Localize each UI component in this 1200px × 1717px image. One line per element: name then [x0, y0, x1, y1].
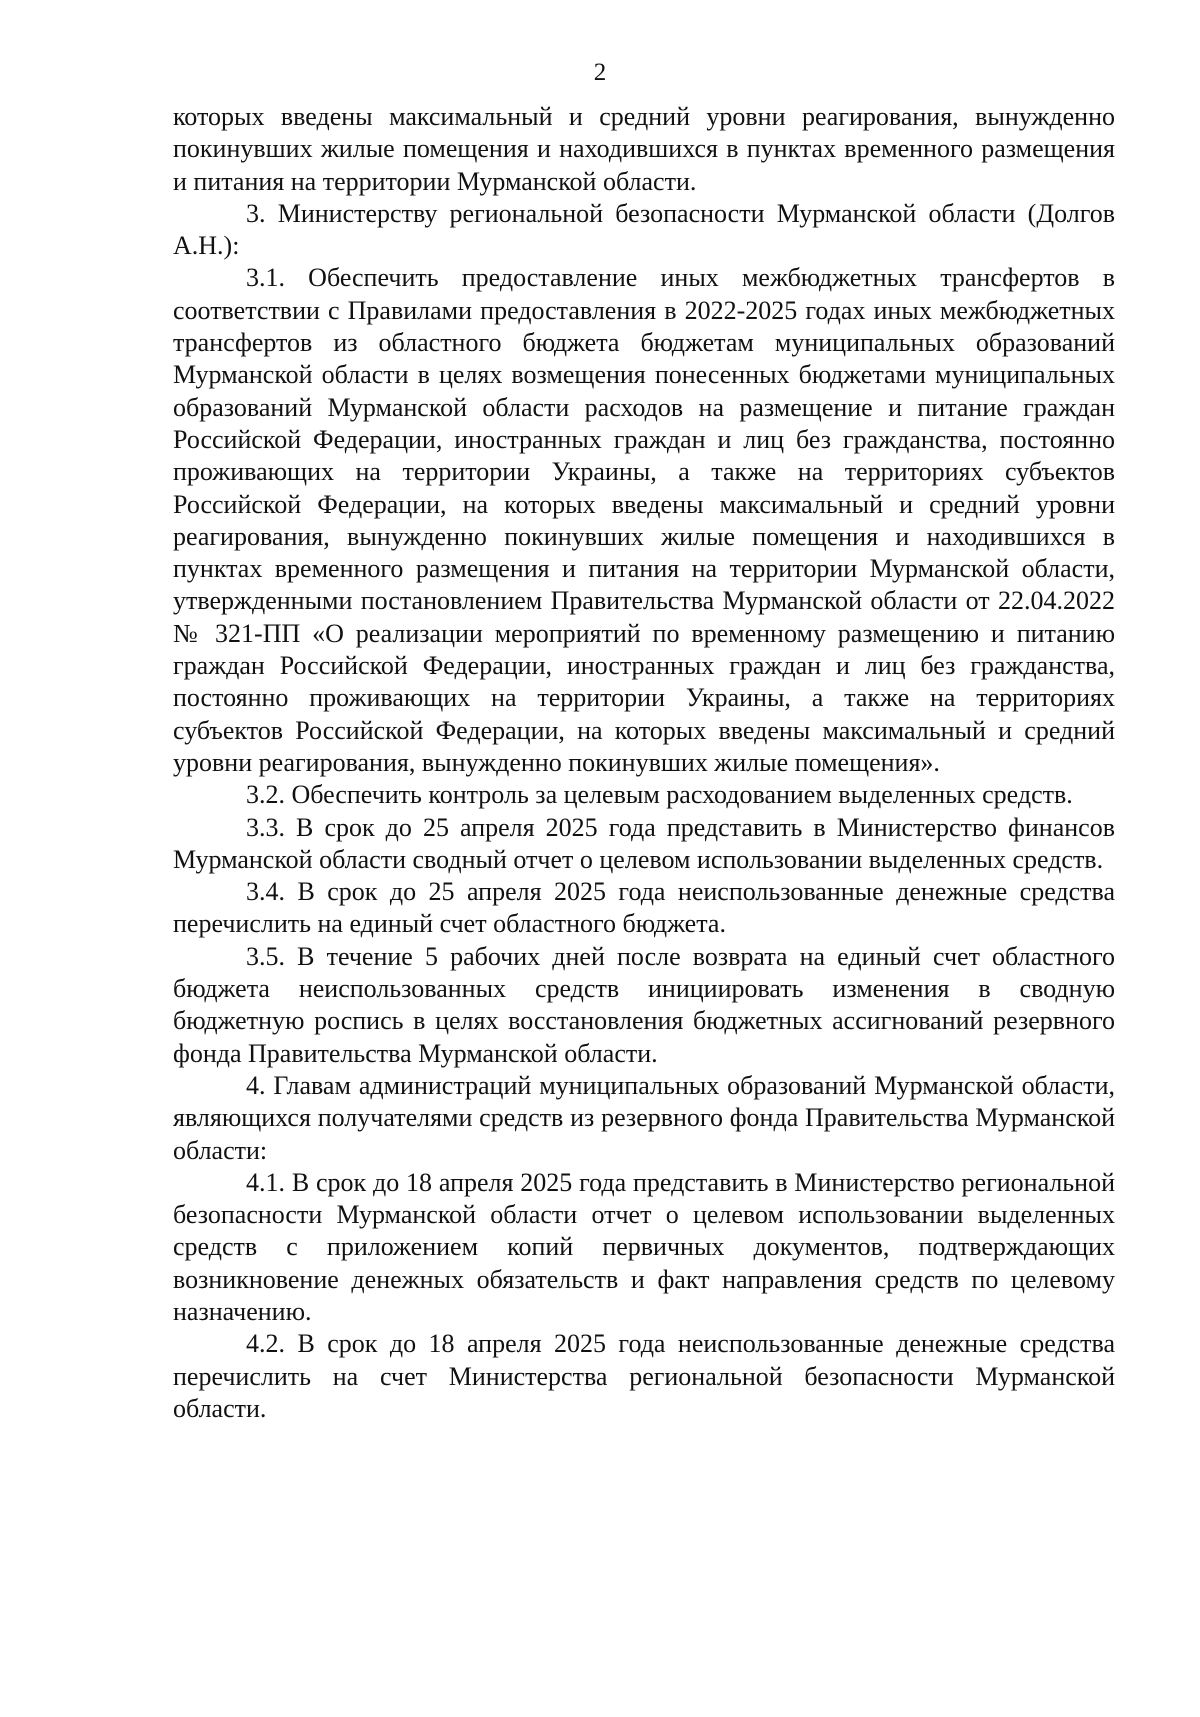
- paragraph-item-3-1: 3.1. Обеспечить предоставление иных межбюджетных трансфертов в соответствии с Правилами предоставления в 2022-2025 годах иных межбюджетных трансфертов из областного бюджета бюджетам муниципальных образований Мурманской области в целях возмещения понесенных бюджетами муниципальных образований Мурманской области расходов на размещение и питание граждан Российской Федерации, иностранных граждан и лиц без гражданства, постоянно проживающих на территории Украины, а также на территориях субъектов Российской Федерации, на которых введены максимальный и средний уровни реагирования, вынужденно покинувших жилые помещения и находившихся в пунктах временного размещения и питания на территории Мурманской области, утвержденными постановлением Правительства Мурманской области от 22.04.2022 № 321-ПП «О реализации мероприятий по временному размещению и питанию граждан Российской Федерации, иностранных граждан и лиц без гражданства, постоянно проживающих на территории Украины, а также на территориях субъектов Российской Федерации, на которых введены максимальный и средний уровни реагирования, вынужденно покинувших жилые помещения».: [173, 263, 1115, 777]
- page-number: 2: [593, 59, 607, 86]
- paragraph-continuation: которых введены максимальный и средний уровни реагирования, вынужденно покинувших жилые помещения и находившихся в пунктах временного размещения и питания на территории Мурманской области.: [173, 102, 1115, 196]
- document-body: [173, 101, 1115, 1425]
- paragraph-item-3: 3. Министерству региональной безопасности Мурманской области (Долгов А.Н.):: [173, 198, 1115, 261]
- paragraph-item-4-1: 4.1. В срок до 18 апреля 2025 года представить в Министерство региональной безопасности Мурманской области отчет о целевом использовании выделенных средств с приложением копий первичных документов, подтверждающих возникновение денежных обязательств и факт направления средств по целевому назначению.: [173, 1167, 1115, 1326]
- paragraph-item-3-3: 3.3. В срок до 25 апреля 2025 года представить в Министерство финансов Мурманской области сводный отчет о целевом использовании выделенных средств.: [173, 812, 1115, 874]
- paragraph-item-4-2: 4.2. В срок до 18 апреля 2025 года неиспользованные денежные средства перечислить на счет Министерства региональной безопасности Мурманской области.: [173, 1329, 1115, 1423]
- paragraph-item-3-2: 3.2. Обеспечить контроль за целевым расходованием выделенных средств.: [246, 780, 1073, 810]
- paragraph-item-3-5: 3.5. В течение 5 рабочих дней после возврата на единый счет областного бюджета неиспользованных средств инициировать изменения в сводную бюджетную роспись в целях восстановления бюджетных ассигнований резервного фонда Правительства Мурманской области.: [173, 941, 1115, 1068]
- paragraph-item-4: 4. Главам администраций муниципальных образований Мурманской области, являющихся получателями средств из резервного фонда Правительства Мурманской области:: [173, 1070, 1115, 1165]
- paragraph-item-3-4: 3.4. В срок до 25 апреля 2025 года неиспользованные денежные средства перечислить на единый счет областного бюджета.: [173, 877, 1115, 939]
